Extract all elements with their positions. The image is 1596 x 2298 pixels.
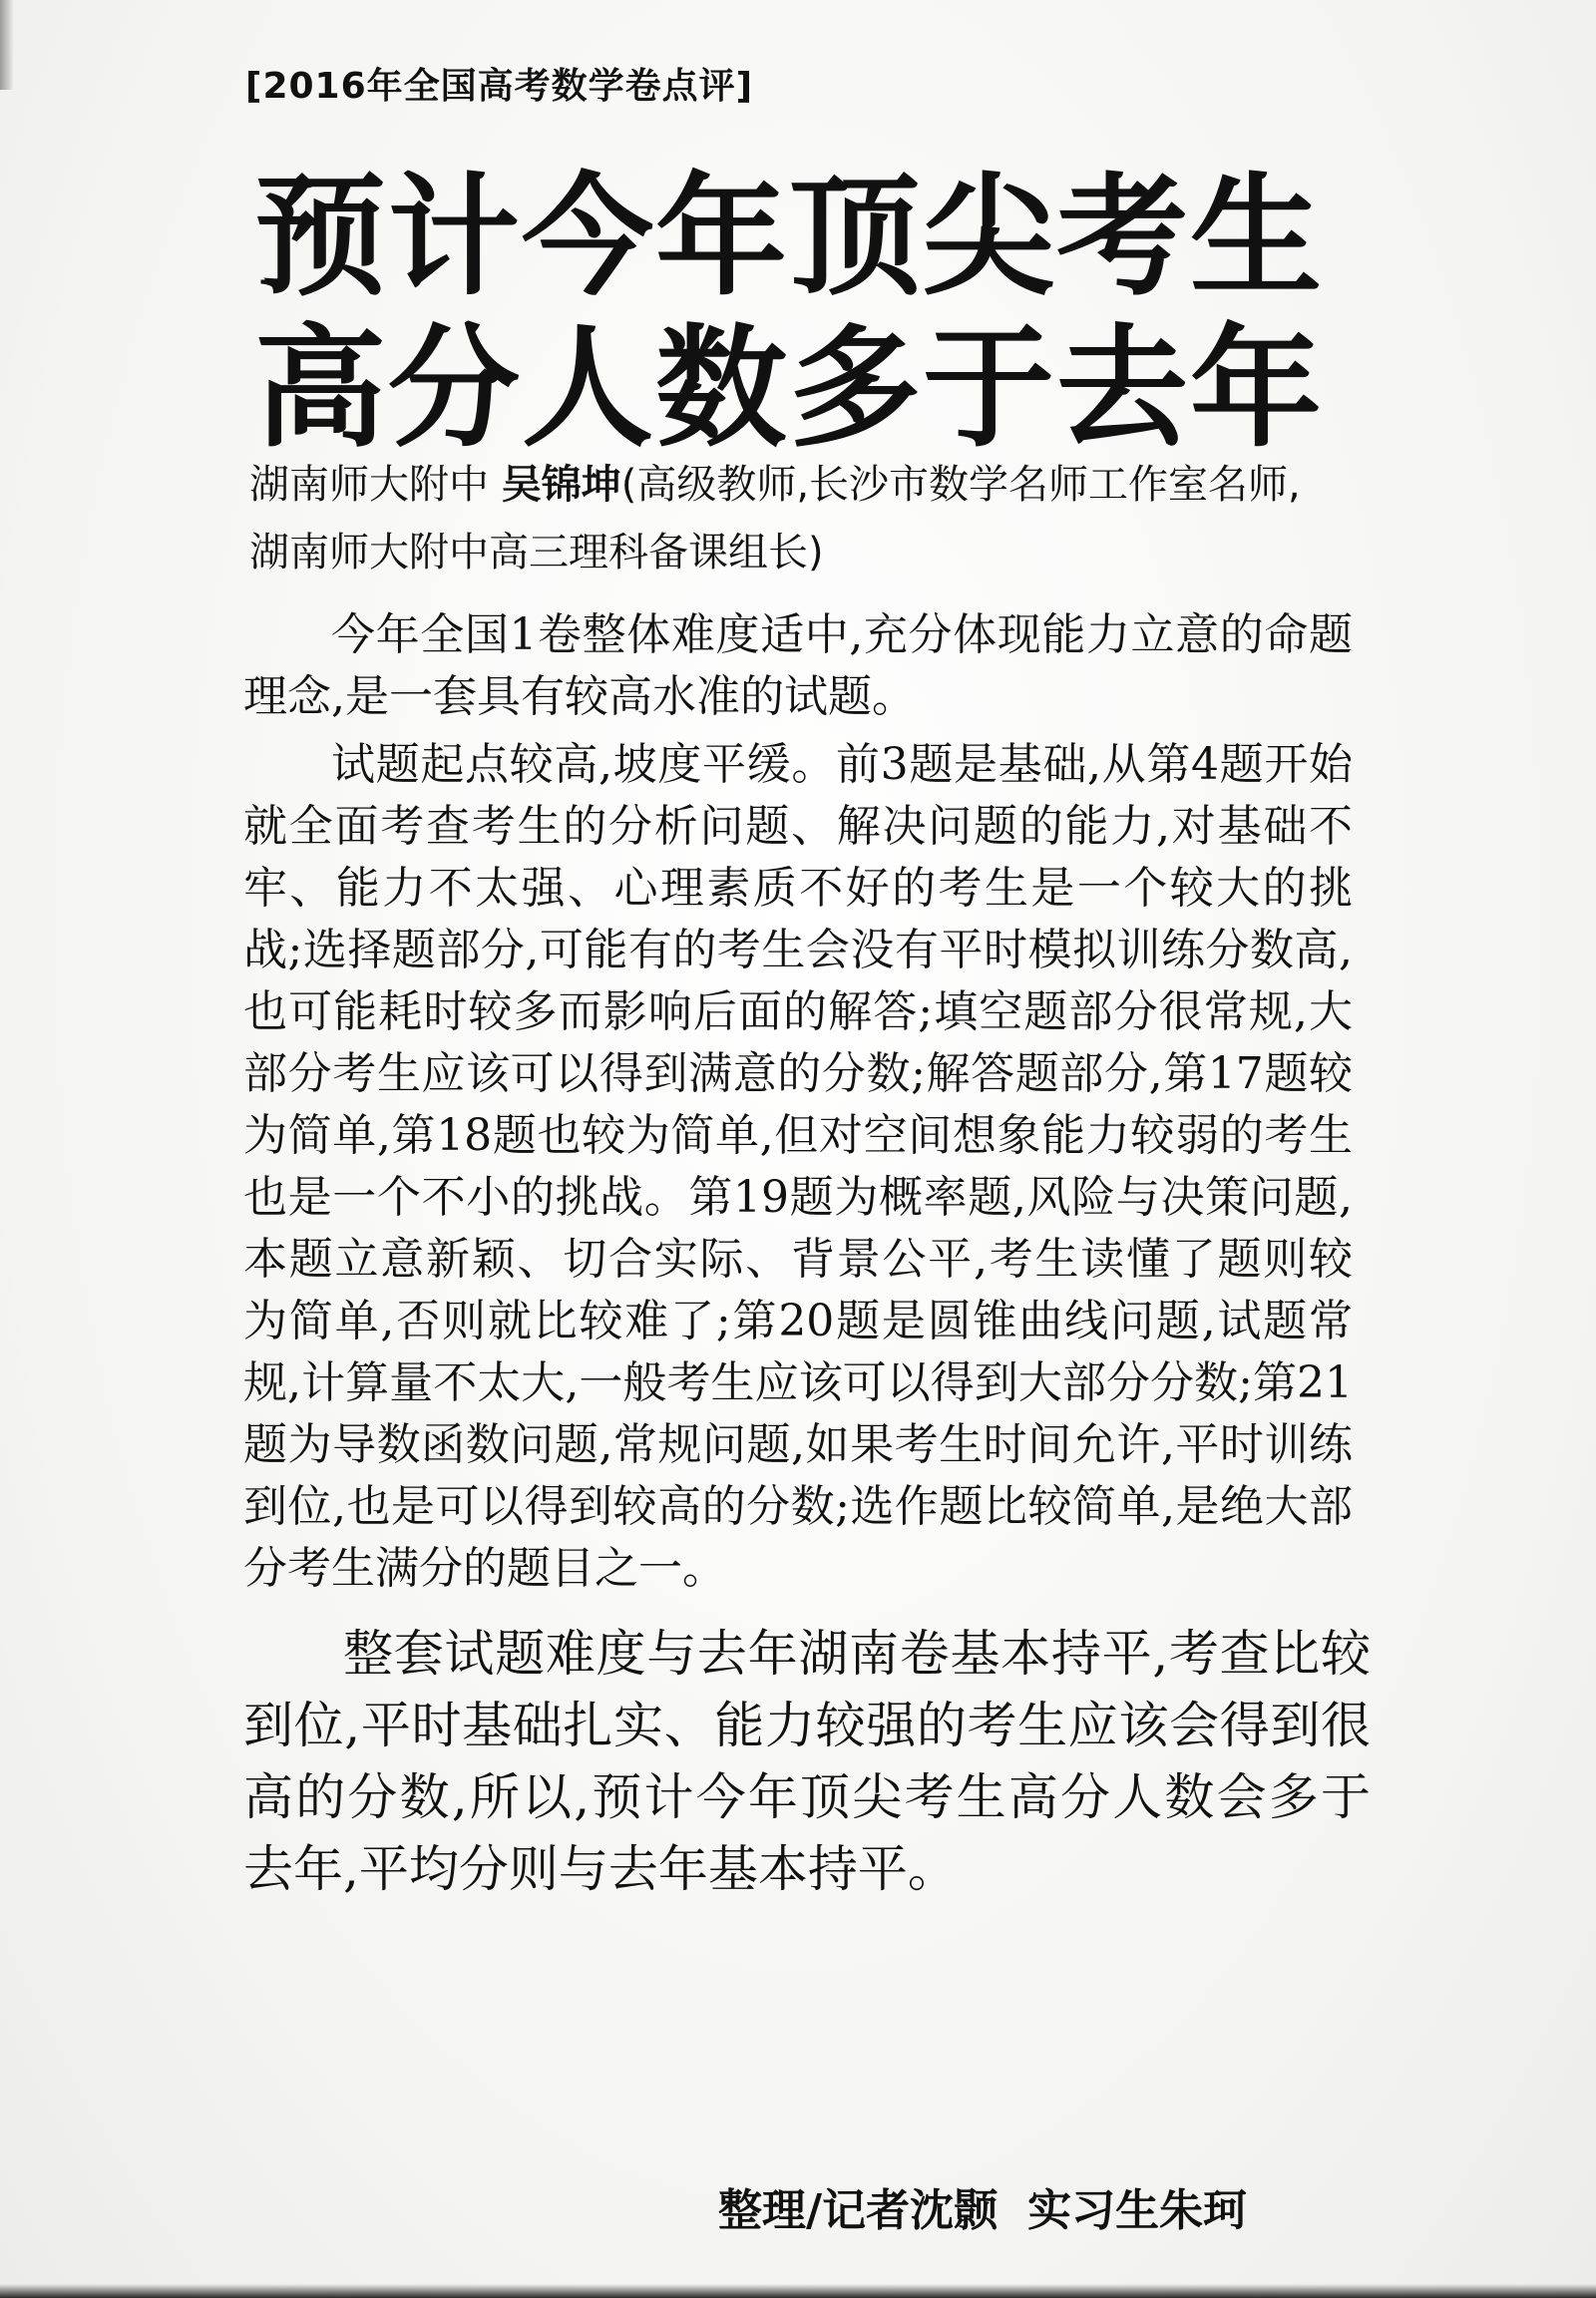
scan-edge-left <box>0 0 14 90</box>
headline-line-2: 高分人数多于去年 <box>254 312 1324 466</box>
byline-school: 湖南师大附中 <box>249 462 489 508</box>
paragraph-2: 试题起点较高,坡度平缓。前3题是基础,从第4题开始就全面考查考生的分析问题、解决问题的能力,对基础不牢、能力不太强、心理素质不好的考生是一个较大的挑战;选择题部分,可能有的考生会没有平时模拟训练分数高,也可能耗时较多而影响后面的解答;填空题部分很常规,大部分考生应该可以得到满意的分数;解答题部分,第17题较为简单,第18题也较为简单,但对空间想象能力较弱的考生也是一个不小的挑战。第19题为概率题,风险与决策问题,本题立意新颖、切合实际、背景公平,考生读懂了题则较为简单,否则就比较难了;第20题是圆锥曲线问题,试题常规,计算量不太大,一般考生应该可以得到大部分分数;第21题为导数函数问题,常规问题,如果考生时间允许,平时训练到位,也是可以得到较高的分数;选作题比较简单,是绝大部分考生满分的题目之一。 <box>243 739 1353 1594</box>
byline-credentials: (高级教师,长沙市数学名师工作室名师,湖南师大附中高三理科备课组长) <box>249 462 1301 575</box>
article-body <box>243 604 1371 1911</box>
byline <box>249 451 1337 586</box>
credit-reporter: 整理/记者沈颢 <box>718 2185 998 2236</box>
headline <box>254 162 1352 465</box>
paragraph-1: 今年全国1卷整体难度适中,充分体现能力立意的命题理念,是一套具有较高水准的试题。 <box>243 609 1353 722</box>
credit-intern: 实习生朱珂 <box>1027 2185 1248 2236</box>
paragraph-3: 整套试题难度与去年湖南卷基本持平,考查比较到位,平时基础扎实、能力较强的考生应该会得到很高的分数,所以,预计今年顶尖考生高分人数会多于去年,平均分则与去年基本持平。 <box>243 1625 1371 1898</box>
byline-author: 吴锦坤 <box>501 462 621 508</box>
headline-line-1: 预计今年顶尖考生 <box>254 161 1324 314</box>
article-credit <box>718 2174 1247 2238</box>
scan-edge-bottom <box>0 2284 1596 2298</box>
section-tag: [2016年全国高考数学卷点评] <box>245 66 754 107</box>
